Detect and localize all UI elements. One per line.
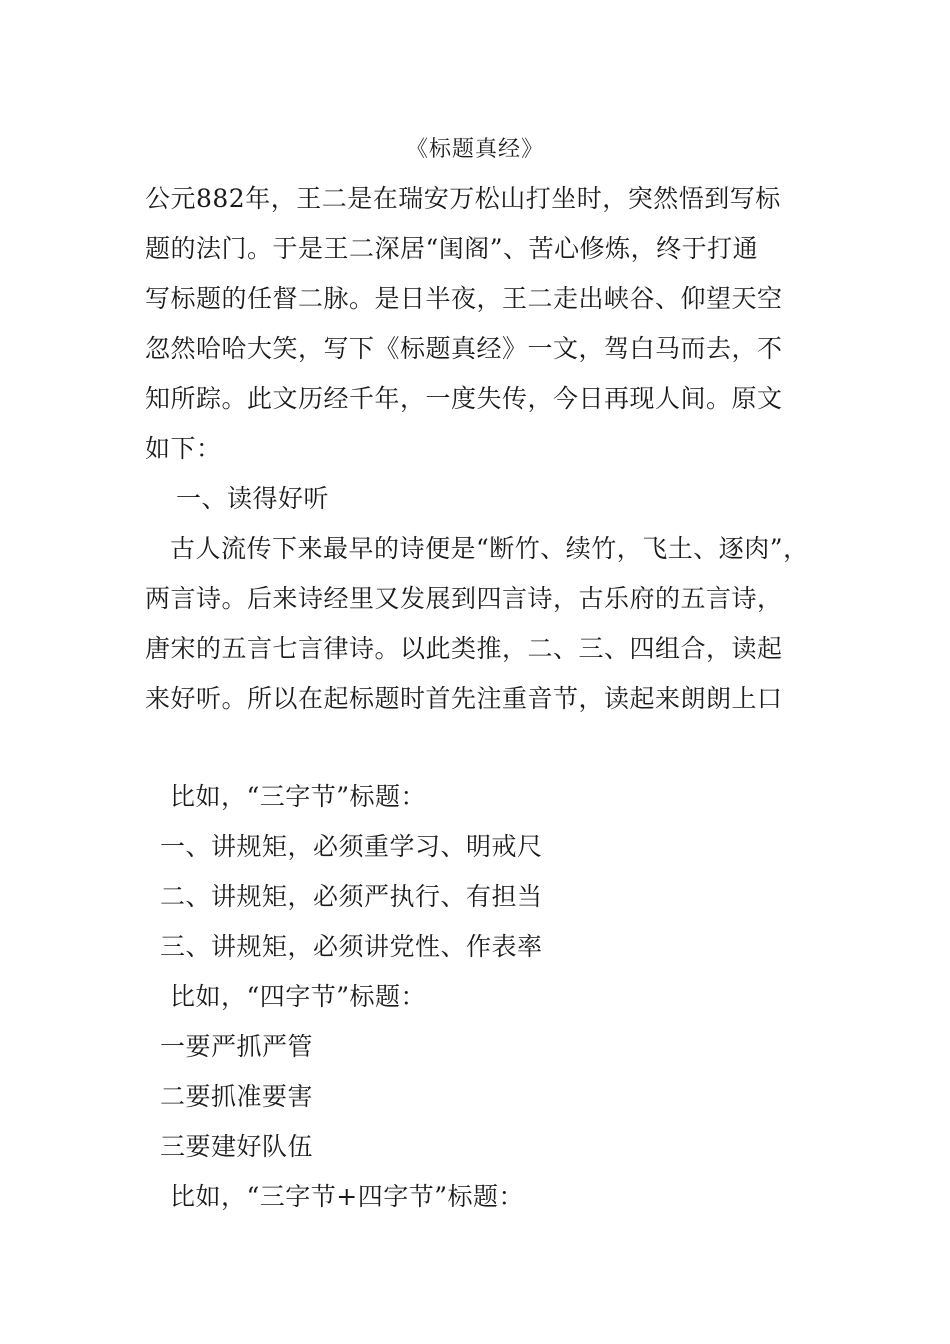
example-four-item-1: 一要严抓严管 [160,1032,314,1061]
document-title: 《标题真经》 [405,137,544,162]
example-three-item-2: 二、讲规矩，必须严执行、有担当 [160,882,543,911]
intro-line-4: 忽然哈哈大笑，写下《标题真经》一文，驾白马而去，不 [145,334,783,363]
example-four-intro: 比如，“四字节”标题： [170,982,427,1011]
section-line-2: 两言诗。后来诗经里又发展到四言诗，古乐府的五言诗， [145,584,783,613]
example-three-item-1: 一、讲规矩，必须重学习、明戒尺 [160,832,543,861]
intro-line-3: 写标题的任督二脉。是日半夜，王二走出峡谷、仰望天空 [145,284,783,313]
section-line-3: 唐宋的五言七言律诗。以此类推，二、三、四组合，读起 [145,634,783,663]
example-four-item-3: 三要建好队伍 [160,1132,314,1161]
intro-line-2: 题的法门。于是王二深居“闺阁”、苦心修炼，终于打通 [145,234,759,263]
intro-line-1: 公元882年，王二是在瑞安万松山打坐时，突然悟到写标 [145,184,781,213]
example-mix-intro: 比如，“三字节+四字节”标题： [170,1182,525,1211]
section-line-1: 古人流传下来最早的诗便是“断竹、续竹，飞土、逐肉”， [170,534,809,563]
example-four-item-2: 二要抓准要害 [160,1082,314,1111]
intro-line-5: 知所踪。此文历经千年，一度失传，今日再现人间。原文 [145,384,783,413]
intro-line-6: 如下： [145,434,222,463]
example-three-item-3: 三、讲规矩，必须讲党性、作表率 [160,932,543,961]
section-heading: 一、读得好听 [176,484,330,513]
example-three-intro: 比如，“三字节”标题： [170,782,427,811]
section-line-4: 来好听。所以在起标题时首先注重音节，读起来朗朗上口 [145,684,783,713]
